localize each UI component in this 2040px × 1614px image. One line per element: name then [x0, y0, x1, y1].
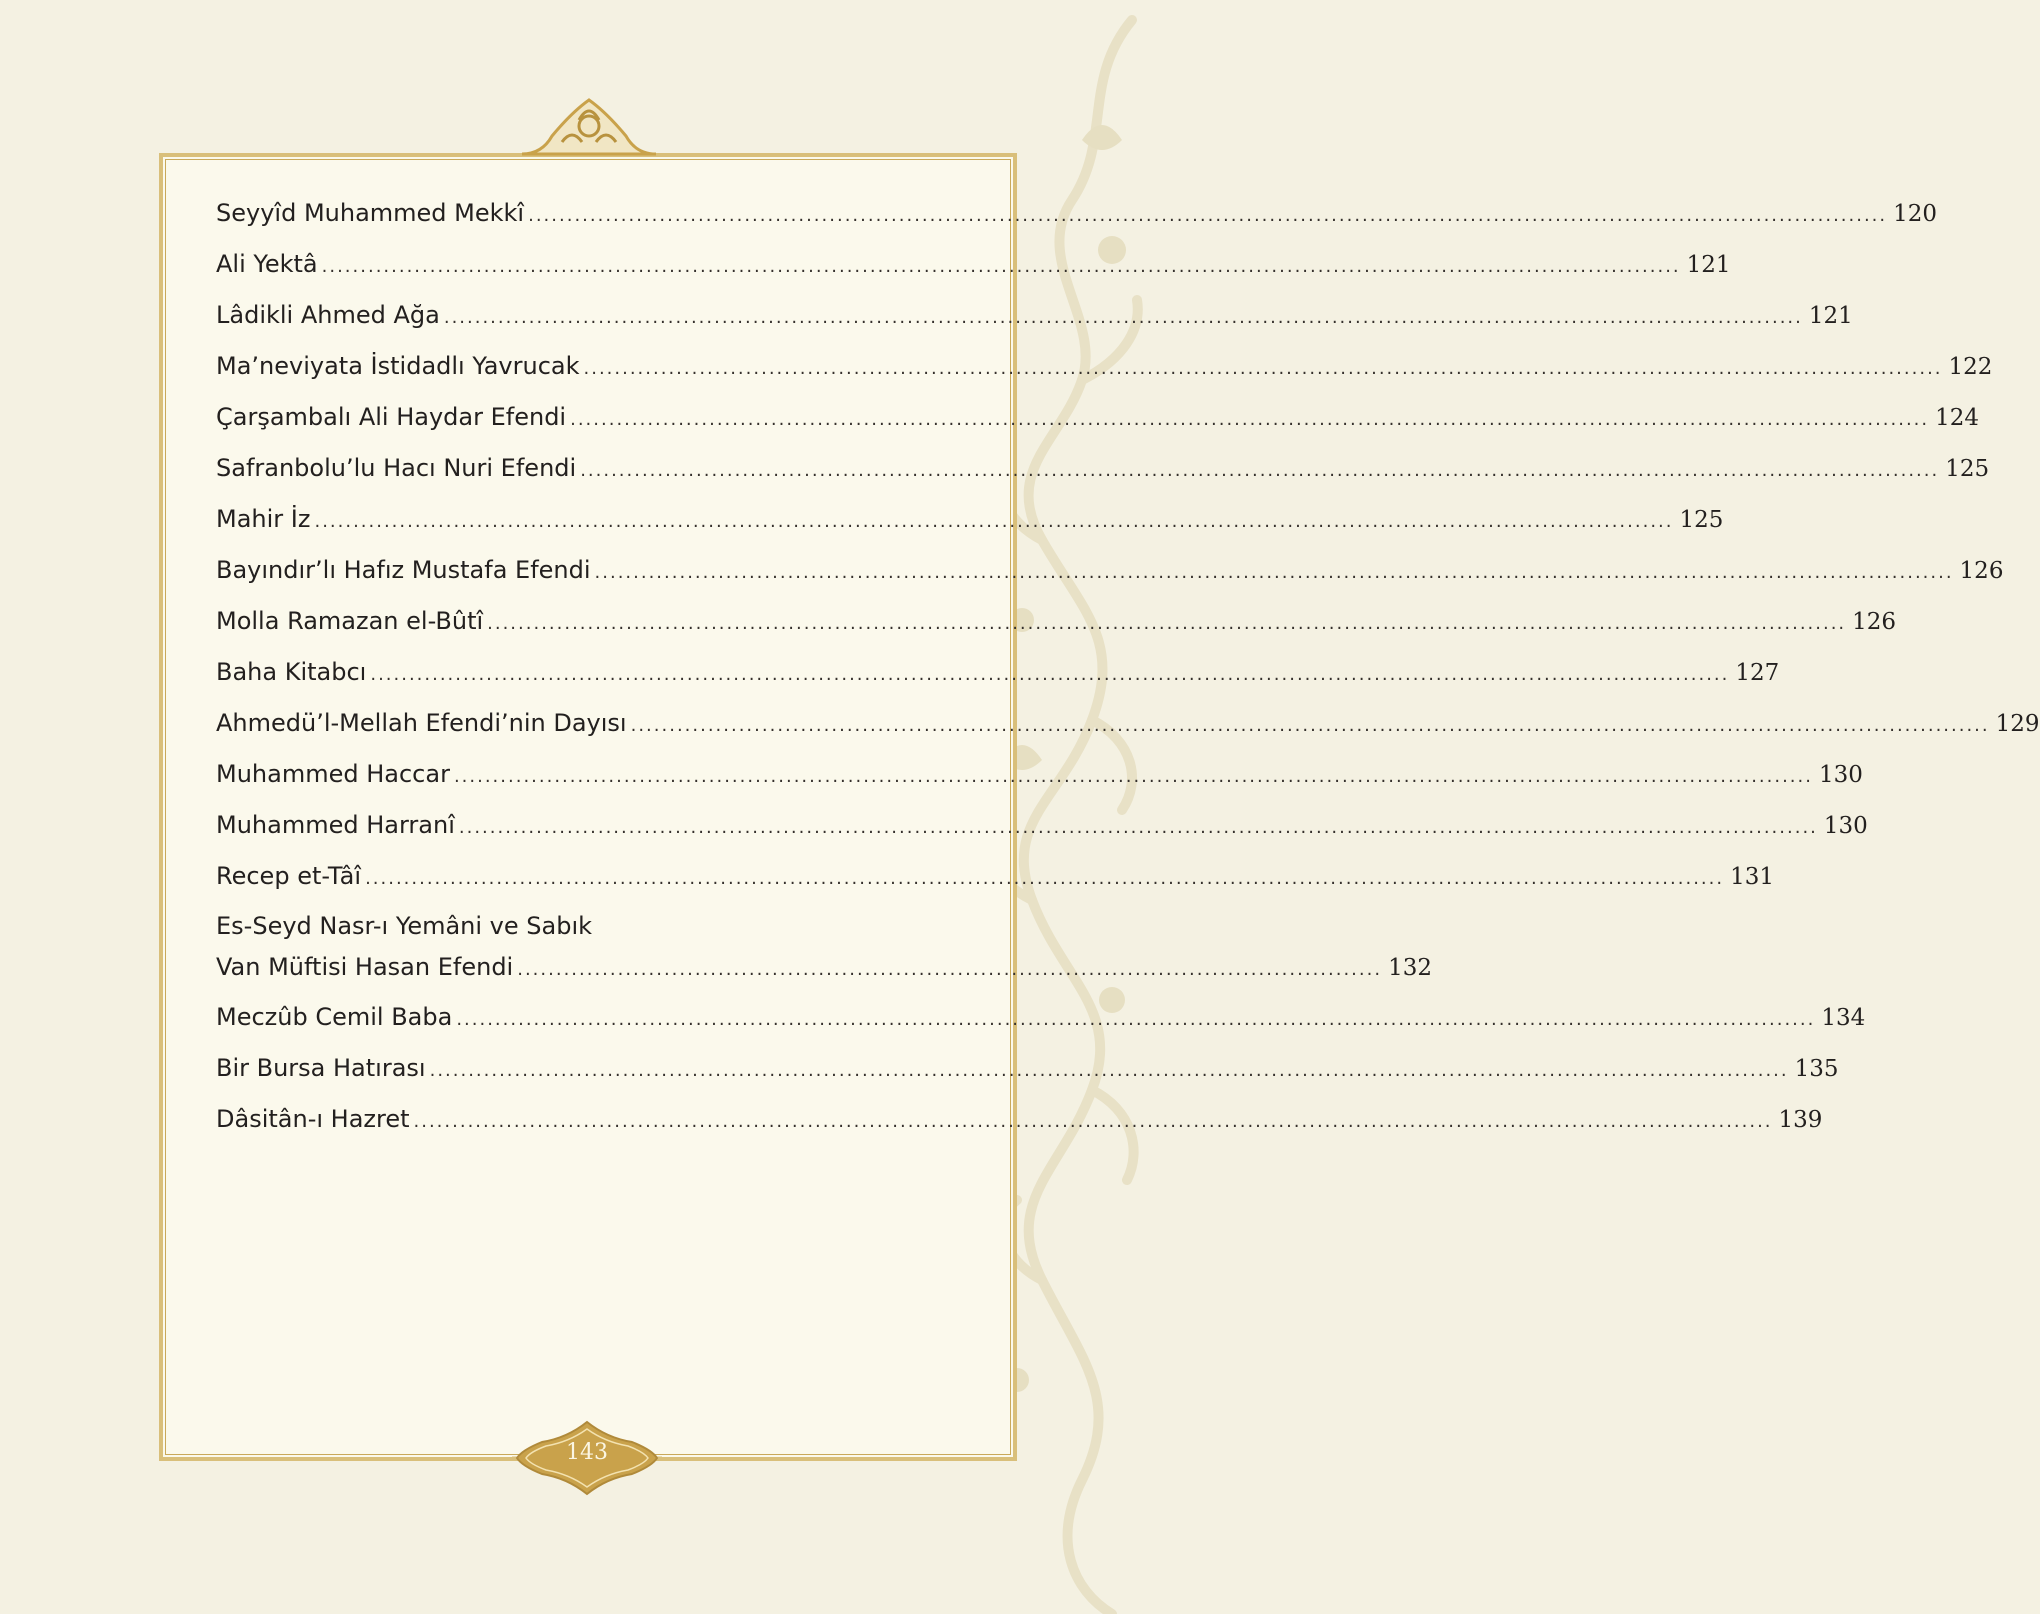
- toc-title: Meczûb Cemil Baba: [216, 1003, 453, 1031]
- toc-title: Mahir İz: [216, 505, 311, 533]
- toc-page-number: 125: [1679, 507, 1724, 533]
- toc-page-number: 132: [1388, 955, 1432, 981]
- toc-title: Van Müftisi Hasan Efendi: [216, 953, 514, 981]
- toc-entry[interactable]: [216, 647, 1780, 698]
- toc-entry[interactable]: [216, 698, 2040, 749]
- toc-page-number: 124: [1935, 405, 1980, 431]
- toc-title: Molla Ramazan el-Bûtî: [216, 607, 484, 635]
- dot-leader: [454, 751, 1813, 802]
- dot-leader: ................................................................................................................: [517, 959, 1383, 980]
- table-of-contents: [216, 188, 2040, 1145]
- toc-title: Recep et-Tâî: [216, 862, 362, 890]
- toc-entry[interactable]: [216, 800, 1868, 851]
- toc-page-number: 125: [1945, 456, 1990, 482]
- dot-leader: [580, 445, 1939, 496]
- dot-leader: [487, 598, 1846, 649]
- toc-page-number: 121: [1686, 252, 1731, 278]
- dot-leader: [444, 292, 1803, 343]
- toc-entry[interactable]: [216, 494, 1724, 545]
- toc-page-number: 129: [1995, 711, 2040, 737]
- toc-page-number: 127: [1735, 660, 1780, 686]
- toc-page-number: 126: [1959, 558, 2004, 584]
- toc-title: Seyyîd Muhammed Mekkî: [216, 199, 525, 227]
- toc-title: Muhammed Harranî: [216, 811, 455, 839]
- toc-entry[interactable]: [216, 239, 1731, 290]
- toc-page-number: 121: [1808, 303, 1853, 329]
- toc-title: Ma’neviyata İstidadlı Yavrucak: [216, 352, 580, 380]
- toc-entry[interactable]: [216, 545, 2004, 596]
- toc-title: Bayındır’lı Hafız Mustafa Efendi: [216, 556, 591, 584]
- toc-entry[interactable]: [216, 1043, 1839, 1094]
- page-number: 143: [566, 1440, 608, 1465]
- dot-leader: [570, 394, 1929, 445]
- toc-page-number: 120: [1893, 201, 1938, 227]
- toc-page-number: 130: [1818, 762, 1863, 788]
- toc-entry[interactable]: [216, 392, 1980, 443]
- dot-leader: [528, 190, 1887, 241]
- floral-crest-icon: [522, 96, 656, 158]
- dot-leader: [414, 1096, 1773, 1147]
- toc-page-number: 126: [1852, 609, 1897, 635]
- dot-leader: [456, 994, 1815, 1045]
- dot-leader: [459, 802, 1818, 853]
- toc-page-number: 139: [1778, 1107, 1823, 1133]
- dot-leader: [584, 343, 1943, 394]
- toc-page-number: 135: [1794, 1056, 1839, 1082]
- toc-page-number: 131: [1730, 864, 1774, 890]
- dot-leader: [365, 853, 1724, 904]
- toc-title: Safranbolu’lu Hacı Nuri Efendi: [216, 454, 577, 482]
- dot-leader: [430, 1045, 1789, 1096]
- toc-entry[interactable]: [216, 992, 1866, 1043]
- toc-title: Lâdikli Ahmed Ağa: [216, 301, 440, 329]
- dot-leader: [314, 496, 1673, 547]
- toc-entry[interactable]: [216, 341, 1993, 392]
- dot-leader: [370, 649, 1729, 700]
- toc-title: Çarşambalı Ali Haydar Efendi: [216, 403, 567, 431]
- toc-page-number: 130: [1823, 813, 1868, 839]
- toc-title: Ahmedü’l-Mellah Efendi’nin Dayısı: [216, 709, 627, 737]
- dot-leader: [631, 700, 1990, 751]
- toc-entry[interactable]: [216, 596, 1897, 647]
- toc-entry[interactable]: [216, 443, 1990, 494]
- dot-leader: [595, 547, 1954, 598]
- toc-page-number: 134: [1821, 1005, 1866, 1031]
- toc-entry[interactable]: [216, 902, 1432, 992]
- toc-title: Muhammed Haccar: [216, 760, 450, 788]
- toc-entry[interactable]: [216, 851, 1774, 902]
- toc-entry[interactable]: [216, 1094, 1823, 1145]
- toc-title: Baha Kitabcı: [216, 658, 367, 686]
- toc-title: Dâsitân-ı Hazret: [216, 1105, 410, 1133]
- dot-leader: [322, 241, 1681, 292]
- toc-entry[interactable]: [216, 749, 1863, 800]
- toc-title: Bir Bursa Hatırası: [216, 1054, 426, 1082]
- toc-entry[interactable]: [216, 290, 1853, 341]
- toc-title-line1: Es-Seyd Nasr-ı Yemâni ve Sabık: [216, 912, 593, 940]
- toc-title: Ali Yektâ: [216, 250, 318, 278]
- toc-entry[interactable]: [216, 188, 1938, 239]
- toc-page-number: 122: [1948, 354, 1993, 380]
